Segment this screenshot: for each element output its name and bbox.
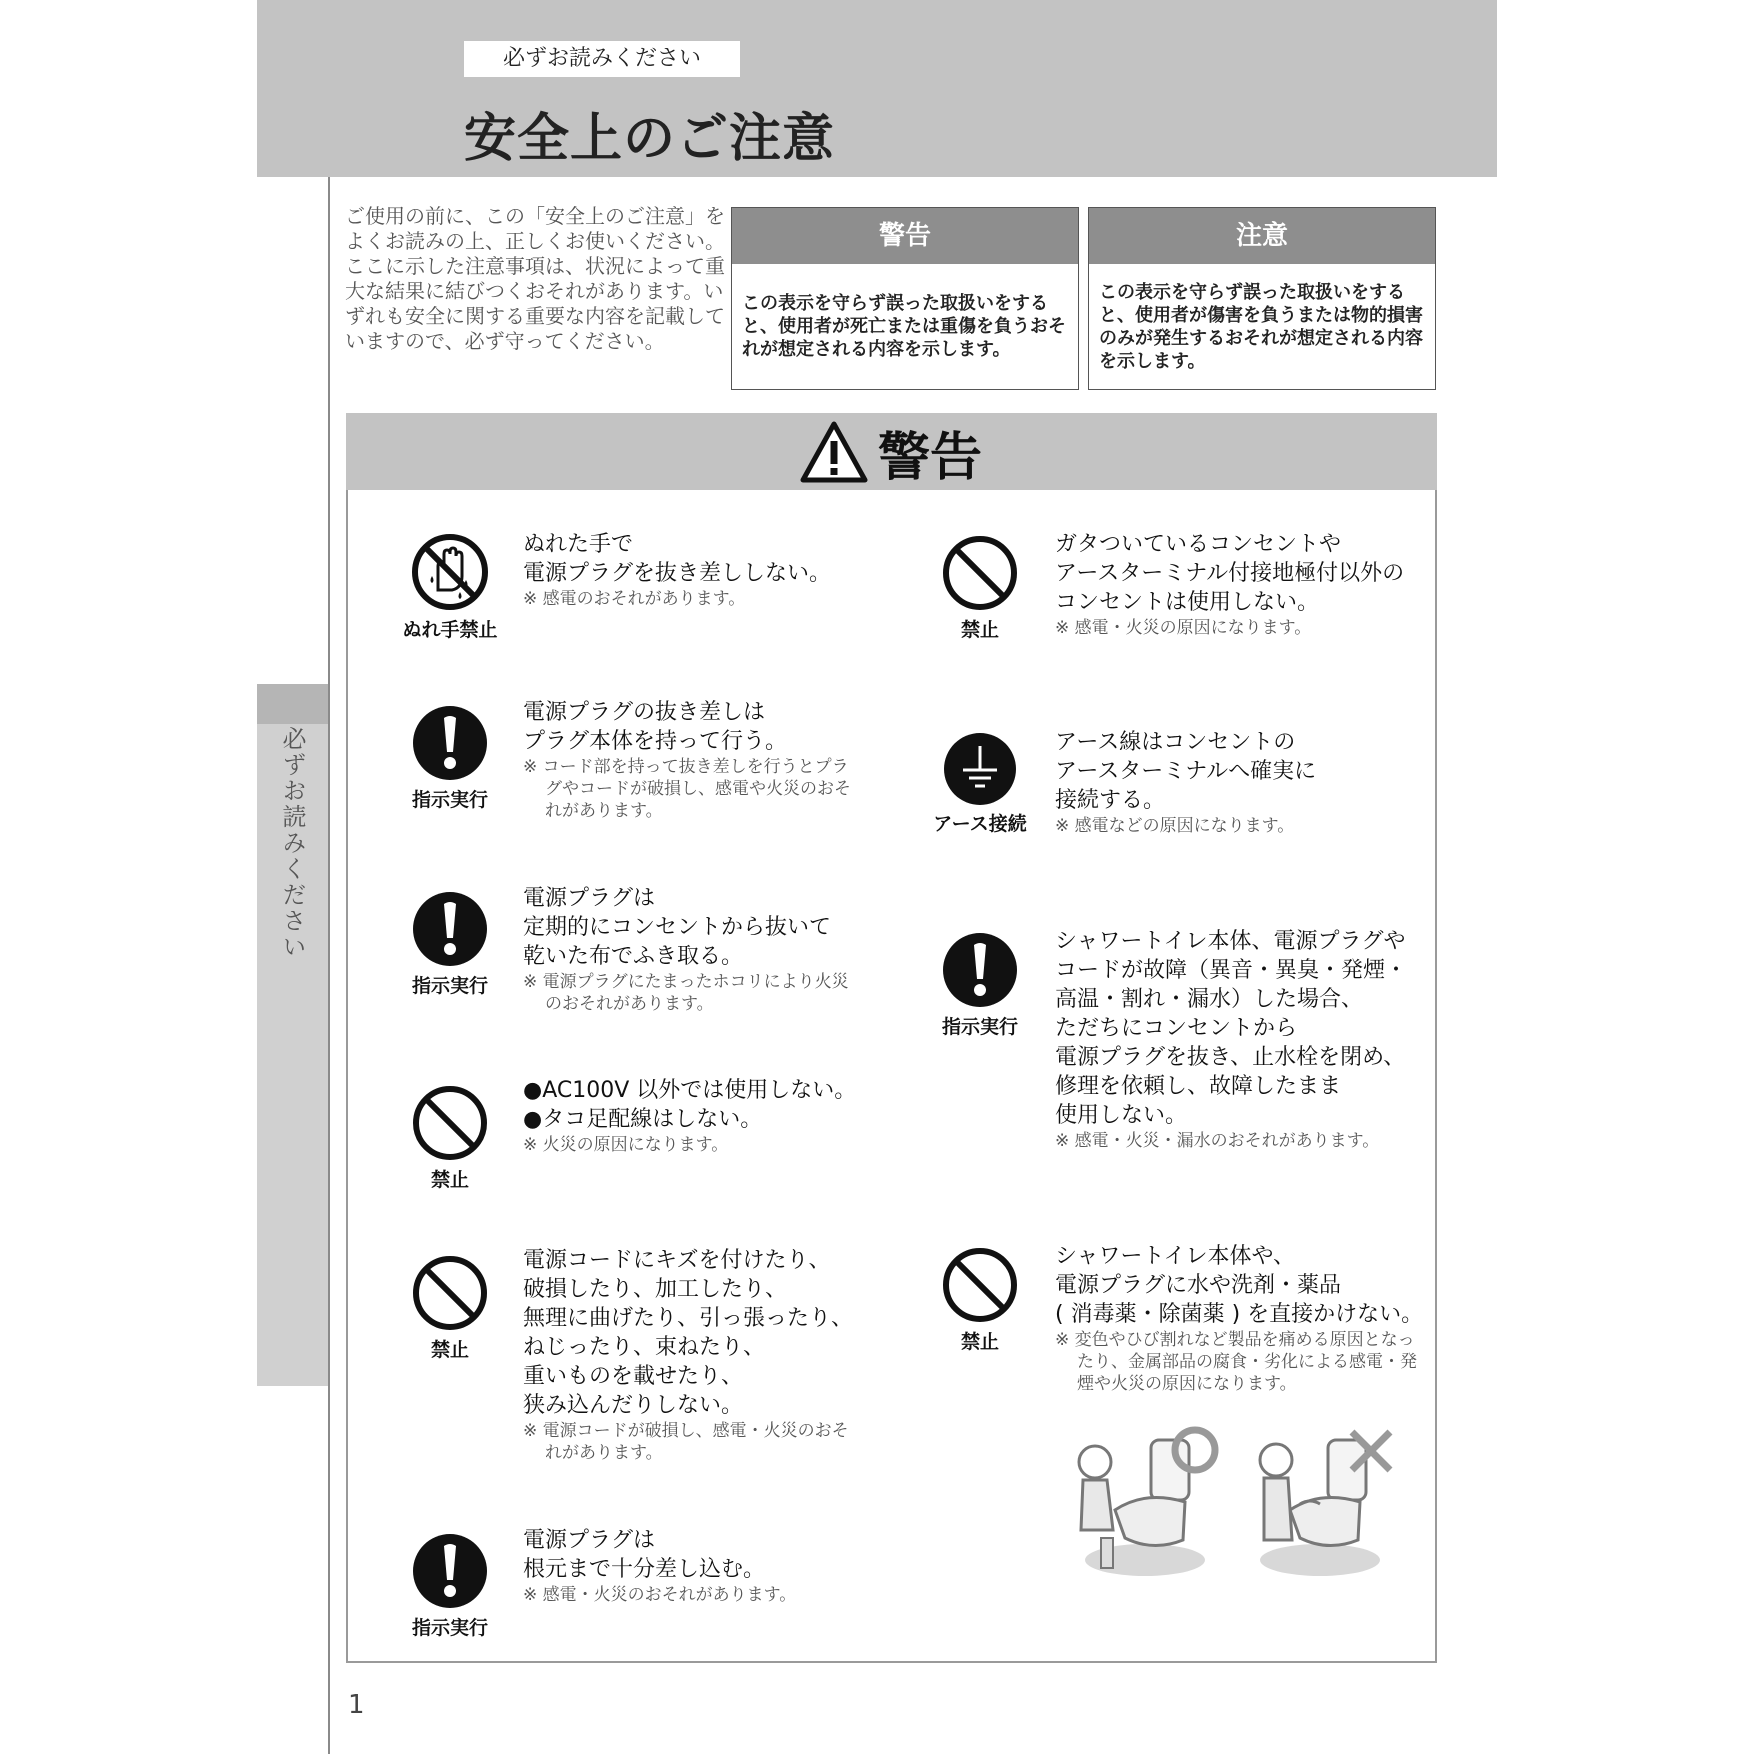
- item-note: ※ 感電・火災・漏水のおそれがあります。: [1055, 1131, 1380, 1151]
- header-band: [257, 0, 1497, 177]
- mandatory-icon: [395, 1532, 505, 1640]
- icon-caption: 指示実行: [411, 1617, 488, 1639]
- item-note: ※ 感電のおそれがあります。: [523, 589, 746, 609]
- warning-triangle-icon: [800, 421, 868, 483]
- icon-caption: ぬれ手禁止: [402, 619, 498, 641]
- side-tab-top: [257, 684, 328, 724]
- page-number: 1: [348, 1690, 365, 1720]
- icon-caption: アース接続: [933, 813, 1027, 835]
- item-note: ※ 電源プラグにたまったホコリにより火災のおそれがあります。: [523, 972, 849, 1014]
- mandatory-icon: [925, 931, 1035, 1039]
- intro-text: ご使用の前に、この「安全上のご注意」をよくお読みの上、正しくお使いください。ここに示した注意事項は、状況によって重大な結果に結びつくおそれがあります。いずれも安全に関する重要な内容を記載していますので、必ず守ってください。: [345, 204, 725, 353]
- item-note: ※ 感電・火災の原因になります。: [1055, 618, 1312, 638]
- item-main-text: 電源プラグは 定期的にコンセントから抜いて 乾いた布でふき取る。: [523, 886, 832, 969]
- correct-use-illustration: [1055, 1420, 1225, 1590]
- icon-caption: 指示実行: [411, 789, 488, 811]
- item-note: ※ 火災の原因になります。: [523, 1135, 729, 1155]
- item-main-text: シャワートイレ本体、電源プラグや コードが故障（異音・異臭・発煙・ 高温・割れ・漏水）した場合、 ただちにコンセントから 電源プラグを抜き、止水栓を閉め、 修理を依頼し、故障したまま 使用しない。: [1055, 929, 1408, 1128]
- incorrect-use-illustration: [1240, 1420, 1410, 1590]
- item-main-text: ガタついているコンセントや アースターミナル付接地極付以外の コンセントは使用しない。: [1055, 532, 1405, 615]
- icon-caption: 指示実行: [411, 975, 488, 997]
- warning-definition-box: [731, 207, 1079, 390]
- item-main-text: 電源プラグの抜き差しは プラグ本体を持って行う。: [523, 700, 788, 754]
- mandatory-icon: [395, 890, 505, 998]
- caution-definition-title: 注意: [1089, 208, 1435, 264]
- item-main-text: シャワートイレ本体や、 電源プラグに水や洗剤・薬品 ( 消毒薬・除菌薬 ) を直接かけない。: [1055, 1244, 1424, 1327]
- item-main-text: ●AC100V 以外では使用しない。 ●タコ足配線はしない。: [523, 1078, 857, 1132]
- warning-section-title: [800, 419, 983, 488]
- item-note: ※ 感電などの原因になります。: [1055, 816, 1295, 836]
- earth-icon: [925, 732, 1035, 836]
- item-note: ※ 感電・火災のおそれがあります。: [523, 1585, 797, 1605]
- left-rule: [328, 177, 330, 1754]
- header-label: 必ずお読みください: [464, 41, 740, 77]
- caution-definition-text: この表示を守らず誤った取扱いをすると、使用者が傷害を負うまたは物的損害のみが発生するおそれが想定される内容を示します。: [1099, 281, 1423, 372]
- prohibited-icon: [925, 1246, 1035, 1354]
- item-note: ※ 電源コードが破損し、感電・火災のおそれがあります。: [523, 1421, 849, 1463]
- icon-caption: 禁止: [430, 1339, 469, 1361]
- item-note: ※ 変色やひび割れなど製品を痛める原因となったり、金属部品の腐食・劣化による感電・発煙や火災の原因になります。: [1055, 1330, 1417, 1394]
- item-main-text: 電源プラグは 根元まで十分差し込む。: [523, 1528, 766, 1582]
- prohibited-icon: [925, 534, 1035, 642]
- prohibited-icon: [395, 1084, 505, 1192]
- icon-caption: 禁止: [430, 1169, 469, 1191]
- caution-definition-box: [1088, 207, 1436, 390]
- warning-definition-text: この表示を守らず誤った取扱いをすると、使用者が死亡または重傷を負うおそれが想定される内容を示します。: [742, 293, 1066, 360]
- item-main-text: 電源コードにキズを付けたり、 破損したり、加工したり、 無理に曲げたり、引っ張ったり、 ねじったり、束ねたり、 重いものを載せたり、 狭み込んだりしない。: [523, 1248, 854, 1418]
- mandatory-icon: [395, 704, 505, 812]
- icon-caption: 禁止: [960, 1331, 999, 1353]
- no-wet-hands-icon: [395, 532, 505, 642]
- item-main-text: アース線はコンセントの アースターミナルへ確実に 接続する。: [1055, 730, 1317, 813]
- icon-caption: 禁止: [960, 619, 999, 641]
- side-tab-label: 必ずお読みください: [278, 726, 306, 960]
- warning-title-text: 警告: [878, 427, 983, 488]
- icon-caption: 指示実行: [941, 1016, 1018, 1038]
- prohibited-icon: [395, 1254, 505, 1362]
- warning-definition-title: 警告: [732, 208, 1078, 264]
- item-note: ※ コード部を持って抜き差しを行うとプラグやコードが破損し、感電や火災のおそれがあります。: [523, 757, 851, 821]
- page-title: 安全上のご注意: [464, 109, 836, 169]
- item-main-text: ぬれた手で 電源プラグを抜き差ししない。: [523, 532, 832, 586]
